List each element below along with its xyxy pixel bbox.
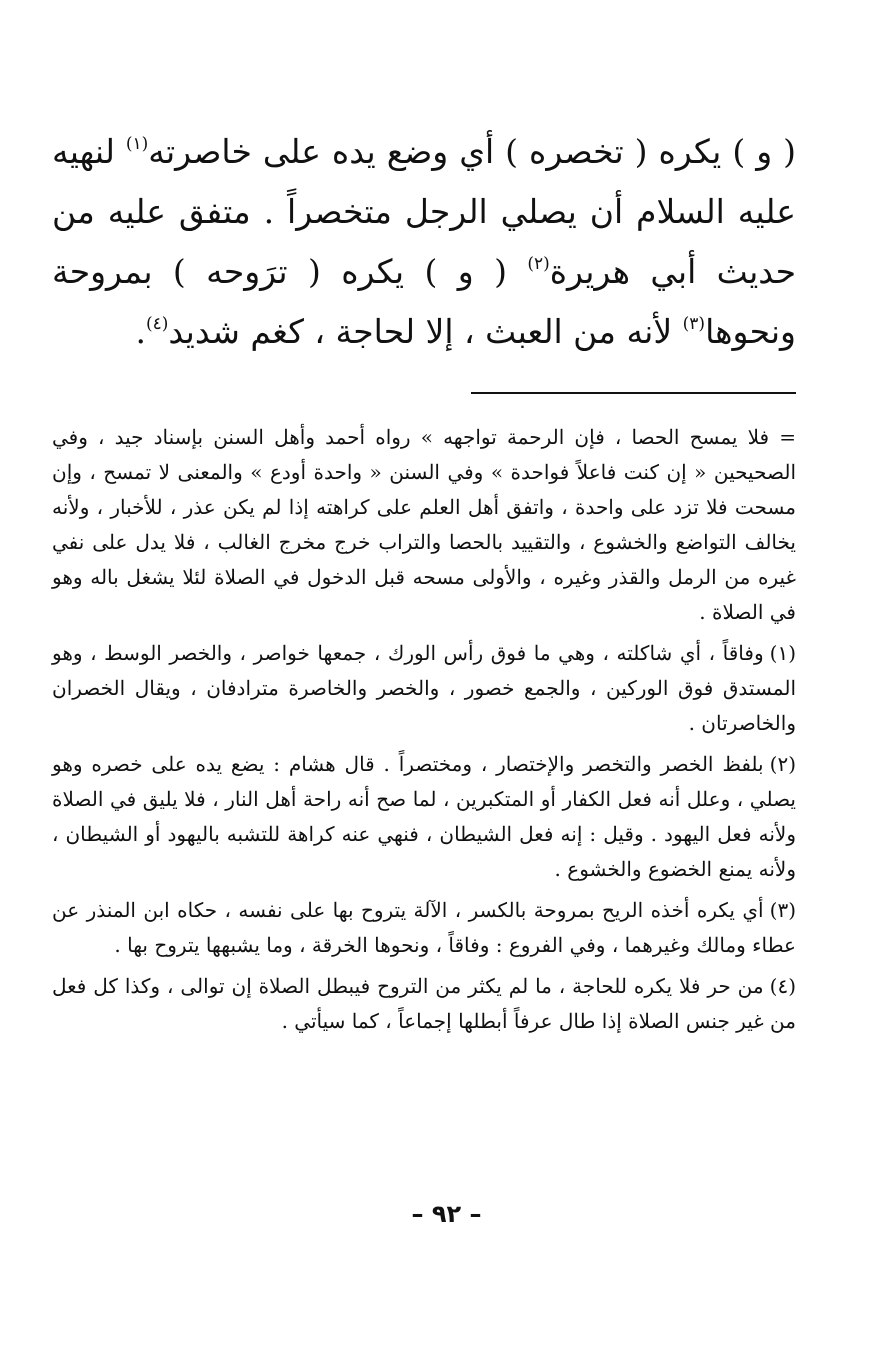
footnote-4-text: من حر فلا يكره للحاجة ، ما لم يكثر من التروح فيبطل الصلاة إن توالى ، وكذا كل فعل من غير جنس الصلاة إذا طال عرفاً أبطلها إجماعاً ، كما سيأتي . (52, 974, 796, 1033)
footnote-1 (52, 636, 796, 741)
footnote-ref-1: (١) (125, 134, 149, 154)
footnote-2-text: بلفظ الخصر والتخصر والإختصار ، ومختصراً . قال هشام : يضع يده على خصره وهو يصلي ، وعلل أنه فعل الكفار أو المتكبرين ، لما صح أنه راحة أهل النار ، فلا يليق في الصلاة ولأنه فعل اليهود . وقيل : إنه فعل الشيطان ، فنهي عنه كراهة للتشبه باليهود أو الشيطان ، ولأنه يمنع الخضوع والخشوع . (52, 752, 796, 881)
footnote-3-text: أي يكره أخذه الريح بمروحة بالكسر ، الآلة يتروح بها على نفسه ، حكاه ابن المنذر عن عطاء ومالك وغيرهما ، وفي الفروع : وفاقاً ، ونحوها الخرقة ، وما يشبهها يتروح بها . (52, 898, 796, 957)
footnote-1-text: وفاقاً ، أي شاكلته ، وهي ما فوق رأس الورك ، جمعها خواصر ، والخصر الوسط ، وهو المستدق فوق الوركين ، والجمع خصور ، والخصر والخاصرة مترادفان ، ويقال الخصران والخاصرتان . (52, 641, 796, 735)
book-page (52, 118, 796, 1045)
footnote-continuation: = فلا يمسح الحصا ، فإن الرحمة تواجهه » رواه أحمد وأهل السنن بإسناد جيد ، وفي الصحيحين « إن كنت فاعلاً فواحدة » وفي السنن « واحدة أودع » والمعنى لا تمسح ، وإن مسحت فلا تزد على واحدة ، واتفق أهل العلم على كراهته إذا لم يكن عذر ، للأخبار ، ولأنه يخالف التواضع والخشوع ، والتقييد بالحصا والتراب خرج مخرج الغالب ، فلا يدل على نفي غيره من الرمل والقذر وغيره ، والأولى مسحه قبل الدخول في الصلاة لئلا يشغل باله وهو في الصلاة . (52, 425, 797, 624)
main-text-part-4: لأنه من العبث ، إلا لحاجة ، كغم شديد (168, 312, 683, 351)
footnote-2 (52, 747, 796, 887)
main-text-part-3: ( و ) يكره ( ترَوحه ) بمروحة ونحوها (52, 252, 796, 351)
footnote-2-number: (٢) (769, 752, 796, 776)
footnote-3 (52, 893, 796, 963)
footnote-4 (52, 969, 796, 1039)
main-text (52, 118, 796, 362)
footnote-ref-2: (٢) (527, 254, 550, 274)
footnote-4-number: (٤) (769, 974, 796, 998)
footnotes-section (52, 420, 796, 1039)
main-text-part-2: لنهيه عليه السلام أن يصلي الرجل متخصراً . متفق عليه من حديث أبي هريرة (52, 132, 796, 291)
page-number: – ٩٢ – (411, 1200, 482, 1228)
footnote-separator (471, 392, 796, 394)
footnote-1-number: (١) (769, 641, 796, 665)
footnote-ref-4: (٤) (145, 314, 169, 334)
main-text-part-1: ( و ) يكره ( تخصره ) أي وضع يده على خاصرته (148, 132, 796, 171)
footnote-ref-3: (٣) (682, 314, 706, 334)
footnote-3-number: (٣) (769, 898, 796, 922)
main-text-part-5: . (135, 312, 146, 351)
